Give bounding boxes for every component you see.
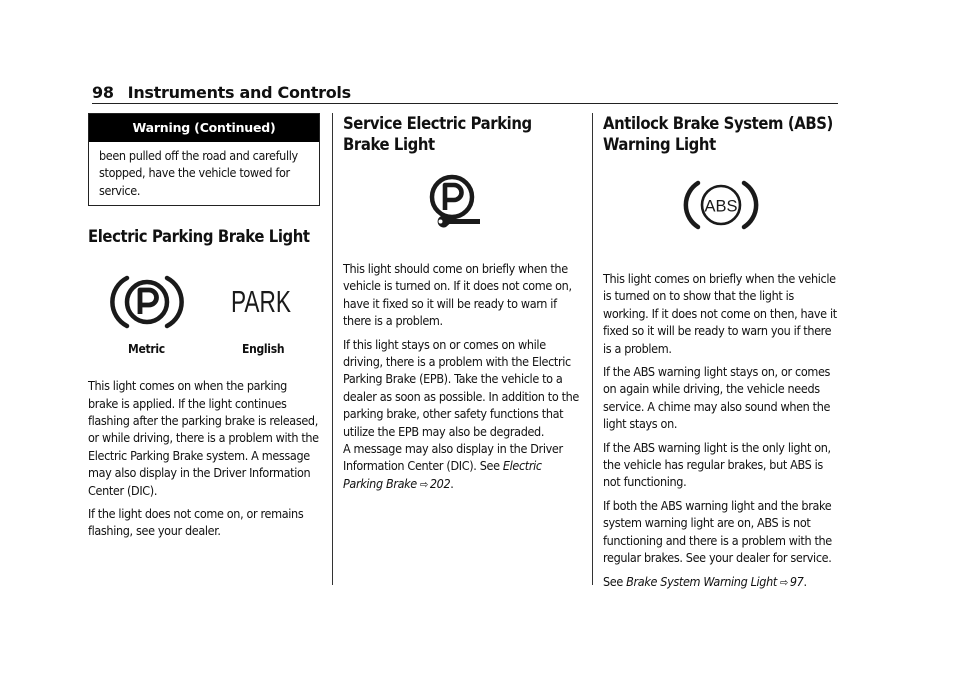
caption-english: English	[242, 342, 285, 357]
column-1	[88, 113, 320, 546]
paragraph-end: .	[450, 475, 454, 491]
warning-box	[88, 113, 320, 206]
paragraph: This light should come on briefly when the vehicle is turned on. If it does not come on, have it fixed so it will be ready to warn if there is a problem.	[343, 261, 572, 329]
header-rule	[92, 103, 838, 104]
column-divider	[332, 113, 333, 585]
cross-reference-page: 97	[789, 573, 804, 589]
paragraph-end: .	[803, 573, 807, 589]
paragraph: If the ABS warning light stays on, or comes on again while driving, the vehicle needs service. A chime may also sound when the light stays on.	[603, 364, 831, 432]
paragraph: If the light does not come on, or remains flashing, see your dealer.	[88, 506, 304, 539]
paragraph	[343, 440, 579, 493]
section-title-abs-warning-light: Antilock Brake System (ABS) Warning Light	[603, 114, 833, 154]
section-body	[603, 270, 839, 591]
warning-body	[89, 142, 319, 205]
abs-icon-text: ABS	[704, 197, 738, 216]
parking-brake-p-circle-icon	[114, 273, 180, 331]
page-ref-arrow-icon: ⇨	[779, 575, 788, 589]
warning-title: Warning (Continued)	[89, 114, 319, 142]
paragraph	[603, 573, 839, 591]
paragraph: If the ABS warning light is the only light on, the vehicle has regular brakes, but ABS is not functioning.	[603, 439, 831, 490]
cross-reference-title: Brake System Warning Light	[626, 573, 777, 589]
column-divider	[592, 113, 593, 585]
caption-metric: Metric	[128, 342, 165, 357]
column-3	[603, 113, 839, 597]
icon-row	[603, 155, 839, 270]
page-section-title: Instruments and Controls	[127, 83, 351, 102]
cross-reference-page: 202	[429, 475, 451, 491]
paragraph-text: A message may also display in the Driver Information Center (DIC). See	[343, 441, 563, 474]
paragraph: If this light stays on or comes on while driving, there is a problem with the Electric Parking Brake (EPB). Take the vehicle to a dealer as soon as possible. In addition to the parking brake, other safety functions that utilize the EPB may also be degraded.	[343, 336, 579, 439]
section-body	[88, 377, 320, 540]
warning-text: been pulled off the road and carefully stopped, have the vehicle towed for service.	[99, 148, 298, 198]
section-title-electric-parking-brake-light: Electric Parking Brake Light	[88, 227, 310, 247]
paragraph: This light comes on when the parking brake is applied. If the light continues flashing after the parking brake is released, or while driving, there is a problem with the Electric Parking Brake system. A message may also display in the Driver Information Center (DIC).	[88, 378, 319, 498]
icon-row	[343, 155, 579, 260]
abs-warning-icon	[686, 179, 756, 231]
cross-reference-title: Electric Parking Brake	[343, 458, 542, 491]
column-2	[343, 113, 579, 499]
page-number: 98	[92, 83, 114, 102]
paragraph: If both the ABS warning light and the brake system warning light are on, ABS is not functioning and there is a problem with the regular brakes. See your dealer for service.	[603, 497, 832, 566]
section-title-service-electric-parking-brake-light: Service Electric Parking Brake Light	[343, 114, 532, 154]
section-body	[343, 260, 579, 493]
park-text-icon	[229, 284, 293, 320]
page-ref-arrow-icon: ⇨	[419, 477, 428, 491]
paragraph-text: See	[603, 573, 627, 589]
service-parking-brake-wrench-icon	[428, 173, 486, 233]
page-header	[92, 84, 838, 102]
icon-row	[88, 247, 320, 369]
paragraph: This light comes on briefly when the vehicle is turned on to show that the light is working. If it does not come on then, have it fixed so it will be ready to warn you if there is a problem.	[603, 271, 837, 356]
park-icon-text: PARK	[231, 284, 292, 320]
